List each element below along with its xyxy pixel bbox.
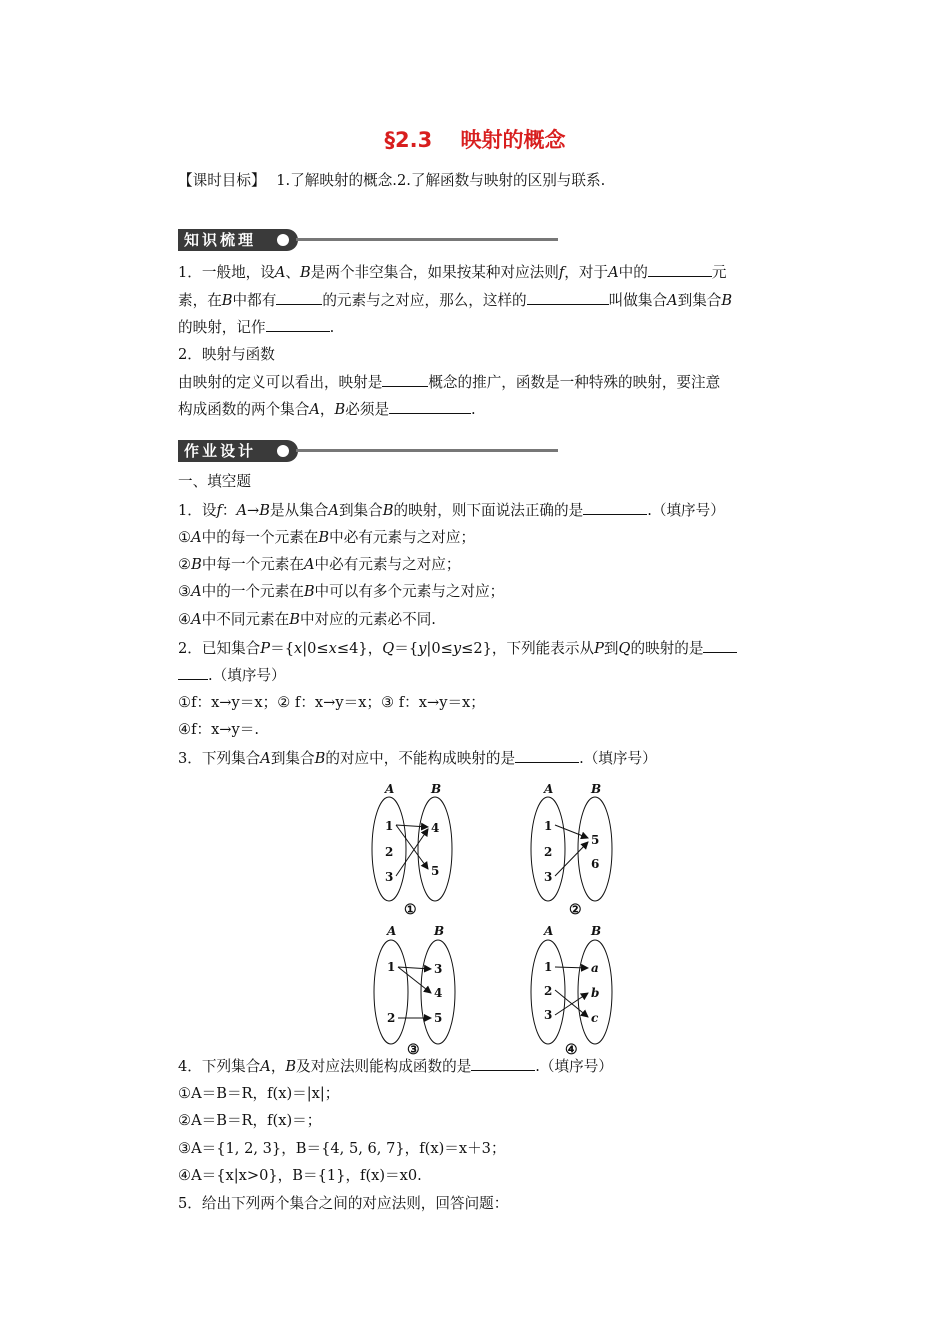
q4-option-1: ①A＝B＝R，f(x)＝|x|； <box>178 1085 340 1102</box>
q2-options-1: ①f：x→y＝x；② f：x→y＝x；③ f：x→y＝x； <box>178 694 485 711</box>
blank[interactable] <box>648 262 712 277</box>
d1-left-1: 1 <box>385 819 394 833</box>
blank[interactable] <box>389 399 471 414</box>
d1-left-2: 2 <box>385 845 394 859</box>
d3-right-1: 3 <box>434 962 443 976</box>
d3-caption: ③ <box>407 1042 420 1058</box>
blank[interactable] <box>178 665 208 680</box>
diagram-1 <box>372 797 452 901</box>
knowledge-p2-line2: 构成函数的两个集合A，B必须是 . <box>178 401 476 418</box>
d4-right-3: c <box>591 1011 599 1025</box>
knowledge-p1-line3: 的映射，记作 . <box>178 319 335 336</box>
section-dot-icon <box>277 445 289 457</box>
q4-option-3: ③A＝{1, 2, 3}，B＝{4, 5, 6, 7}，f(x)＝x＋3； <box>178 1140 506 1157</box>
set-b-label: B <box>431 782 442 796</box>
q4-option-4: ④A＝{x|x>0}，B＝{1}，f(x)＝x0. <box>178 1167 422 1184</box>
set-a-label: A <box>544 924 554 938</box>
blank[interactable] <box>276 290 322 305</box>
question-5: 5．给出下列两个集合之间的对应法则，回答问题： <box>178 1195 509 1212</box>
d1-caption: ① <box>404 902 417 918</box>
knowledge-p1-line2: 素，在B中都有 的元素与之对应，那么，这样的 叫做集合A到集合B <box>178 292 733 309</box>
d1-right-1: 4 <box>431 821 440 835</box>
blank[interactable] <box>527 290 609 305</box>
set-b-label: B <box>591 782 602 796</box>
d2-left-1: 1 <box>544 819 553 833</box>
section-knowledge <box>178 229 560 251</box>
blank[interactable] <box>382 372 428 387</box>
blank[interactable] <box>583 500 647 515</box>
section-rule <box>296 238 558 241</box>
knowledge-p1-line1: 1．一般地，设A、B是两个非空集合，如果按某种对应法则f，对于A中的 元 <box>178 264 727 281</box>
d4-left-3: 3 <box>544 1008 553 1022</box>
objective-label: 【课时目标】 <box>178 172 266 189</box>
page-title: §2.3 映射的概念 <box>384 128 566 152</box>
set-a-label: A <box>385 782 395 796</box>
diagram-4 <box>531 940 612 1044</box>
d4-left-1: 1 <box>544 960 553 974</box>
d3-left-2: 2 <box>387 1011 396 1025</box>
knowledge-p2-line1: 由映射的定义可以看出，映射是 概念的推广，函数是一种特殊的映射，要注意 <box>178 374 721 391</box>
q4-option-2: ②A＝B＝R，f(x)＝； <box>178 1112 322 1129</box>
d2-right-2: 6 <box>591 857 600 871</box>
d2-caption: ② <box>569 902 582 918</box>
q2-options-2: ④f：x→y＝. <box>178 721 260 738</box>
d1-left-3: 3 <box>385 870 394 884</box>
question-3: 3．下列集合A到集合B的对应中，不能构成映射的是 .（填序号） <box>178 750 657 767</box>
d3-right-3: 5 <box>434 1011 443 1025</box>
question-2: 2．已知集合P＝{x|0≤x≤4}，Q＝{y|0≤y≤2}，下列能表示从P到Q的映射的是 <box>178 638 737 659</box>
d4-right-2: b <box>591 986 600 1000</box>
d4-caption: ④ <box>565 1042 578 1058</box>
d2-left-3: 3 <box>544 870 553 884</box>
set-a-label: A <box>387 924 397 938</box>
question-2-cont: .（填序号） <box>178 665 286 686</box>
blank[interactable] <box>471 1056 535 1071</box>
section-rule <box>296 449 558 452</box>
question-4: 4．下列集合A，B及对应法则能构成函数的是 .（填序号） <box>178 1058 613 1075</box>
q1-option-4: ④A中不同元素在B中对应的元素必不同. <box>178 611 436 628</box>
knowledge-p2-head: 2．映射与函数 <box>178 346 275 363</box>
blank[interactable] <box>266 317 330 332</box>
section-dot-icon <box>277 234 289 246</box>
q1-option-1: ①A中的每一个元素在B中必有元素与之对应； <box>178 529 476 546</box>
set-b-label: B <box>434 924 445 938</box>
d3-right-2: 4 <box>434 986 443 1000</box>
d3-left-1: 1 <box>387 960 396 974</box>
question-1: 1．设f：A→B是从集合A到集合B的映射，则下面说法正确的是 .（填序号） <box>178 502 725 519</box>
d2-left-2: 2 <box>544 845 553 859</box>
blank[interactable] <box>703 638 737 653</box>
d1-right-2: 5 <box>431 864 440 878</box>
diagram-3 <box>374 940 455 1044</box>
d2-right-1: 5 <box>591 833 600 847</box>
blank[interactable] <box>515 748 579 763</box>
set-b-label: B <box>591 924 602 938</box>
section-knowledge-title: 知识梳理 <box>178 229 298 251</box>
objective-line <box>178 171 605 191</box>
d4-left-2: 2 <box>544 984 553 998</box>
d4-right-1: a <box>591 961 599 975</box>
section-homework-title: 作业设计 <box>178 440 298 462</box>
q1-option-3: ③A中的一个元素在B中可以有多个元素与之对应； <box>178 583 505 600</box>
objective-text: 1.了解映射的概念.2.了解函数与映射的区别与联系. <box>276 172 606 189</box>
section-homework <box>178 440 560 462</box>
set-a-label: A <box>544 782 554 796</box>
diagram-2 <box>531 797 612 901</box>
q1-option-2: ②B中每一个元素在A中必有元素与之对应； <box>178 556 461 573</box>
homework-part1: 一、填空题 <box>178 473 251 490</box>
